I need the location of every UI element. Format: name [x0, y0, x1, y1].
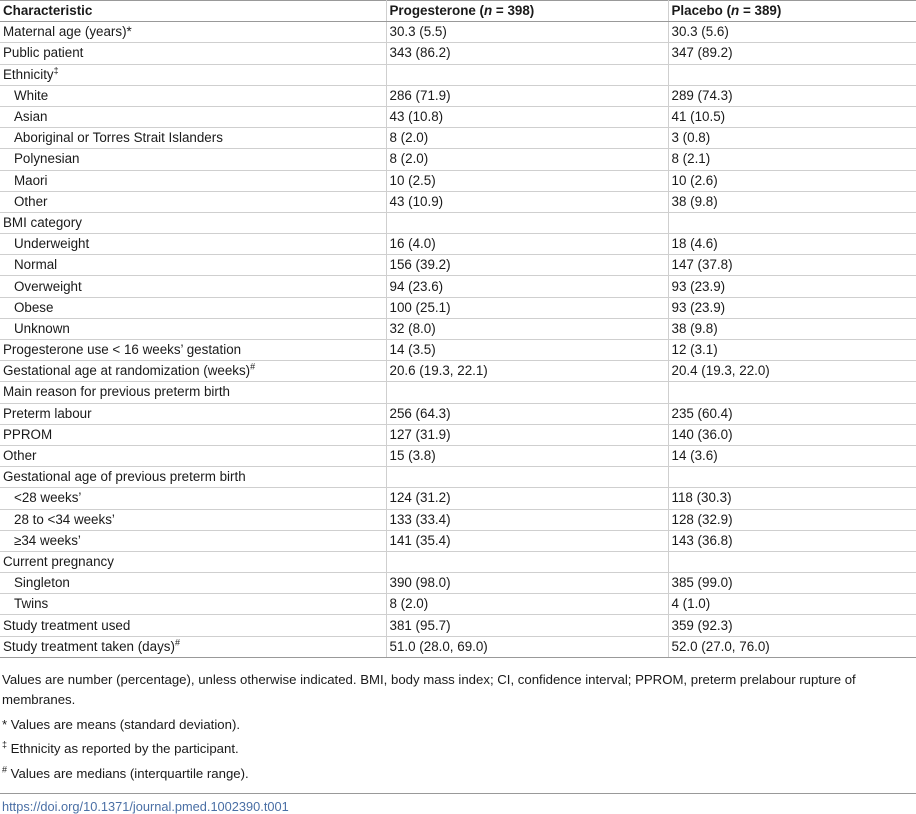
table-row: [0, 22, 916, 43]
characteristic-cell: [0, 255, 386, 276]
header-n-symbol: n: [731, 3, 740, 19]
placebo-value: 38 (9.8): [668, 318, 916, 339]
table-row: [0, 191, 916, 212]
progesterone-value: 127 (31.9): [386, 424, 668, 445]
table-row: [0, 403, 916, 424]
characteristic-cell: [0, 170, 386, 191]
characteristic-label: Unknown: [14, 320, 70, 336]
characteristic-cell: [0, 382, 386, 403]
placebo-value: 3 (0.8): [668, 128, 916, 149]
placebo-value: 128 (32.9): [668, 509, 916, 530]
characteristic-cell: [0, 149, 386, 170]
progesterone-value: 156 (39.2): [386, 255, 668, 276]
table-row: [0, 212, 916, 233]
characteristic-cell: [0, 128, 386, 149]
characteristic-label: <28 weeks’: [14, 490, 82, 506]
characteristic-label: Overweight: [14, 278, 82, 294]
placebo-value: 20.4 (19.3, 22.0): [668, 361, 916, 382]
table-row: [0, 573, 916, 594]
placebo-value: 38 (9.8): [668, 191, 916, 212]
table-row: [0, 234, 916, 255]
progesterone-value: 8 (2.0): [386, 128, 668, 149]
characteristic-label: Main reason for previous preterm birth: [3, 384, 230, 400]
footnote-means: [2, 715, 914, 736]
table-row: [0, 276, 916, 297]
header-progesterone: [386, 1, 668, 22]
characteristic-label: Gestational age at randomization (weeks): [3, 363, 251, 379]
characteristic-label: Ethnicity: [3, 66, 54, 82]
characteristic-label: 28 to <34 weeks’: [14, 511, 115, 527]
table-row: [0, 636, 916, 657]
progesterone-value: 43 (10.9): [386, 191, 668, 212]
progesterone-value: 30.3 (5.5): [386, 22, 668, 43]
progesterone-value: 141 (35.4): [386, 530, 668, 551]
progesterone-value: [386, 212, 668, 233]
table-row: [0, 382, 916, 403]
progesterone-value: [386, 467, 668, 488]
characteristic-cell: [0, 509, 386, 530]
table-row: [0, 509, 916, 530]
progesterone-value: 381 (95.7): [386, 615, 668, 636]
progesterone-value: 8 (2.0): [386, 149, 668, 170]
header-progesterone-label: Progesterone (: [389, 3, 484, 19]
characteristic-label: BMI category: [3, 214, 82, 230]
placebo-value: 385 (99.0): [668, 573, 916, 594]
placebo-value: 52.0 (27.0, 76.0): [668, 636, 916, 657]
characteristic-label: Study treatment used: [3, 617, 131, 633]
footnote-medians: [2, 764, 914, 785]
placebo-value: 18 (4.6): [668, 234, 916, 255]
table-row: [0, 424, 916, 445]
characteristic-cell: [0, 340, 386, 361]
placebo-value: 118 (30.3): [668, 488, 916, 509]
table-row: [0, 488, 916, 509]
progesterone-value: 16 (4.0): [386, 234, 668, 255]
footnote-main: Values are number (percentage), unless otherwise indicated. BMI, body mass index; CI, confidence interval; PPROM, preterm prelabour rupture of membranes.: [2, 671, 856, 708]
characteristic-cell: [0, 615, 386, 636]
table-header-row: [0, 1, 916, 22]
characteristic-cell: [0, 43, 386, 64]
footnote-means-text: Values are means (standard deviation).: [7, 716, 241, 732]
table-row: [0, 530, 916, 551]
placebo-value: [668, 382, 916, 403]
footnote-marker: *: [126, 24, 132, 40]
characteristic-label: Asian: [14, 109, 48, 125]
footnote-marker: ‡: [53, 65, 59, 76]
progesterone-value: 390 (98.0): [386, 573, 668, 594]
characteristic-cell: [0, 297, 386, 318]
progesterone-value: 10 (2.5): [386, 170, 668, 191]
placebo-value: 143 (36.8): [668, 530, 916, 551]
characteristic-cell: [0, 276, 386, 297]
characteristic-label: Public patient: [3, 45, 84, 61]
progesterone-value: 133 (33.4): [386, 509, 668, 530]
footnote-marker: #: [174, 637, 180, 648]
table-row: [0, 85, 916, 106]
header-placebo-label: Placebo (: [671, 3, 732, 19]
placebo-value: 30.3 (5.6): [668, 22, 916, 43]
table-row: [0, 149, 916, 170]
characteristic-cell: [0, 234, 386, 255]
characteristic-cell: [0, 551, 386, 572]
progesterone-value: 343 (86.2): [386, 43, 668, 64]
characteristic-label: Maternal age (years): [3, 24, 127, 40]
characteristic-label: Polynesian: [14, 151, 80, 167]
table-row: [0, 170, 916, 191]
progesterone-value: 43 (10.8): [386, 106, 668, 127]
characteristic-label: Aboriginal or Torres Strait Islanders: [14, 130, 223, 146]
characteristic-label: ≥34 weeks’: [14, 532, 81, 548]
characteristic-label: Other: [14, 193, 48, 209]
table-row: [0, 297, 916, 318]
placebo-value: 4 (1.0): [668, 594, 916, 615]
header-n-symbol: n: [484, 3, 493, 19]
header-characteristic: [0, 1, 386, 22]
placebo-value: [668, 212, 916, 233]
progesterone-value: 8 (2.0): [386, 594, 668, 615]
footnote-ethnicity-text: Ethnicity as reported by the participant.: [7, 741, 239, 757]
table-row: [0, 43, 916, 64]
characteristic-label: Current pregnancy: [3, 553, 114, 569]
footnote-marker: #: [250, 361, 256, 372]
placebo-value: 147 (37.8): [668, 255, 916, 276]
placebo-value: 289 (74.3): [668, 85, 916, 106]
table-row: [0, 615, 916, 636]
characteristic-label: Normal: [14, 257, 58, 273]
characteristic-cell: [0, 594, 386, 615]
header-placebo: [668, 1, 916, 22]
footnote-hash-symbol: #: [2, 764, 8, 775]
table-row: [0, 106, 916, 127]
table-row: [0, 467, 916, 488]
header-progesterone-count: = 398): [492, 3, 535, 19]
placebo-value: [668, 467, 916, 488]
characteristic-cell: [0, 361, 386, 382]
characteristic-label: Progesterone use < 16 weeks’ gestation: [3, 342, 242, 358]
placebo-value: 10 (2.6): [668, 170, 916, 191]
characteristic-cell: [0, 191, 386, 212]
progesterone-value: [386, 64, 668, 85]
characteristic-cell: [0, 530, 386, 551]
characteristic-cell: [0, 573, 386, 594]
characteristic-label: Twins: [14, 596, 49, 612]
progesterone-value: 124 (31.2): [386, 488, 668, 509]
progesterone-value: 20.6 (19.3, 22.1): [386, 361, 668, 382]
placebo-value: 93 (23.9): [668, 276, 916, 297]
table-row: [0, 361, 916, 382]
table-row: [0, 340, 916, 361]
table-row: [0, 64, 916, 85]
footnote-medians-text: Values are medians (interquartile range).: [7, 765, 249, 781]
placebo-value: [668, 64, 916, 85]
placebo-value: 359 (92.3): [668, 615, 916, 636]
placebo-value: 93 (23.9): [668, 297, 916, 318]
characteristic-cell: [0, 488, 386, 509]
progesterone-value: 15 (3.8): [386, 445, 668, 466]
placebo-value: 8 (2.1): [668, 149, 916, 170]
table-row: [0, 255, 916, 276]
characteristic-label: Maori: [14, 172, 48, 188]
characteristic-label: Preterm labour: [3, 405, 92, 421]
table-row: [0, 594, 916, 615]
progesterone-value: 286 (71.9): [386, 85, 668, 106]
characteristic-cell: [0, 212, 386, 233]
characteristic-label: Obese: [14, 299, 54, 315]
characteristic-cell: [0, 636, 386, 657]
placebo-value: 41 (10.5): [668, 106, 916, 127]
progesterone-value: 100 (25.1): [386, 297, 668, 318]
characteristic-cell: [0, 445, 386, 466]
footnote-ethnicity: [2, 739, 914, 760]
progesterone-value: 51.0 (28.0, 69.0): [386, 636, 668, 657]
placebo-value: [668, 551, 916, 572]
progesterone-value: 94 (23.6): [386, 276, 668, 297]
table-row: [0, 445, 916, 466]
progesterone-value: [386, 551, 668, 572]
footnote-dagger-symbol: ‡: [2, 739, 8, 750]
progesterone-value: 256 (64.3): [386, 403, 668, 424]
table-body: [0, 22, 916, 658]
table-footnotes: [0, 658, 916, 785]
characteristic-label: Singleton: [14, 575, 70, 591]
placebo-value: 14 (3.6): [668, 445, 916, 466]
characteristic-cell: [0, 22, 386, 43]
characteristic-label: PPROM: [3, 426, 53, 442]
footnote-star-symbol: *: [2, 716, 8, 732]
header-characteristic-label: Characteristic: [3, 3, 93, 19]
placebo-value: 347 (89.2): [668, 43, 916, 64]
placebo-value: 235 (60.4): [668, 403, 916, 424]
progesterone-value: 14 (3.5): [386, 340, 668, 361]
characteristic-label: Study treatment taken (days): [3, 638, 175, 654]
characteristic-cell: [0, 403, 386, 424]
table-row: [0, 128, 916, 149]
characteristic-cell: [0, 64, 386, 85]
characteristic-cell: [0, 424, 386, 445]
characteristic-label: White: [14, 87, 49, 103]
characteristic-label: Underweight: [14, 236, 90, 252]
characteristic-label: Gestational age of previous preterm birth: [3, 469, 246, 485]
placebo-value: 12 (3.1): [668, 340, 916, 361]
characteristic-label: Other: [3, 448, 37, 464]
characteristic-cell: [0, 85, 386, 106]
characteristic-cell: [0, 318, 386, 339]
characteristic-cell: [0, 106, 386, 127]
table-row: [0, 318, 916, 339]
header-placebo-count: = 389): [739, 3, 782, 19]
progesterone-value: [386, 382, 668, 403]
placebo-value: 140 (36.0): [668, 424, 916, 445]
doi-link[interactable]: https://doi.org/10.1371/journal.pmed.1002390.t001: [2, 799, 289, 814]
progesterone-value: 32 (8.0): [386, 318, 668, 339]
table-row: [0, 551, 916, 572]
characteristic-cell: [0, 467, 386, 488]
